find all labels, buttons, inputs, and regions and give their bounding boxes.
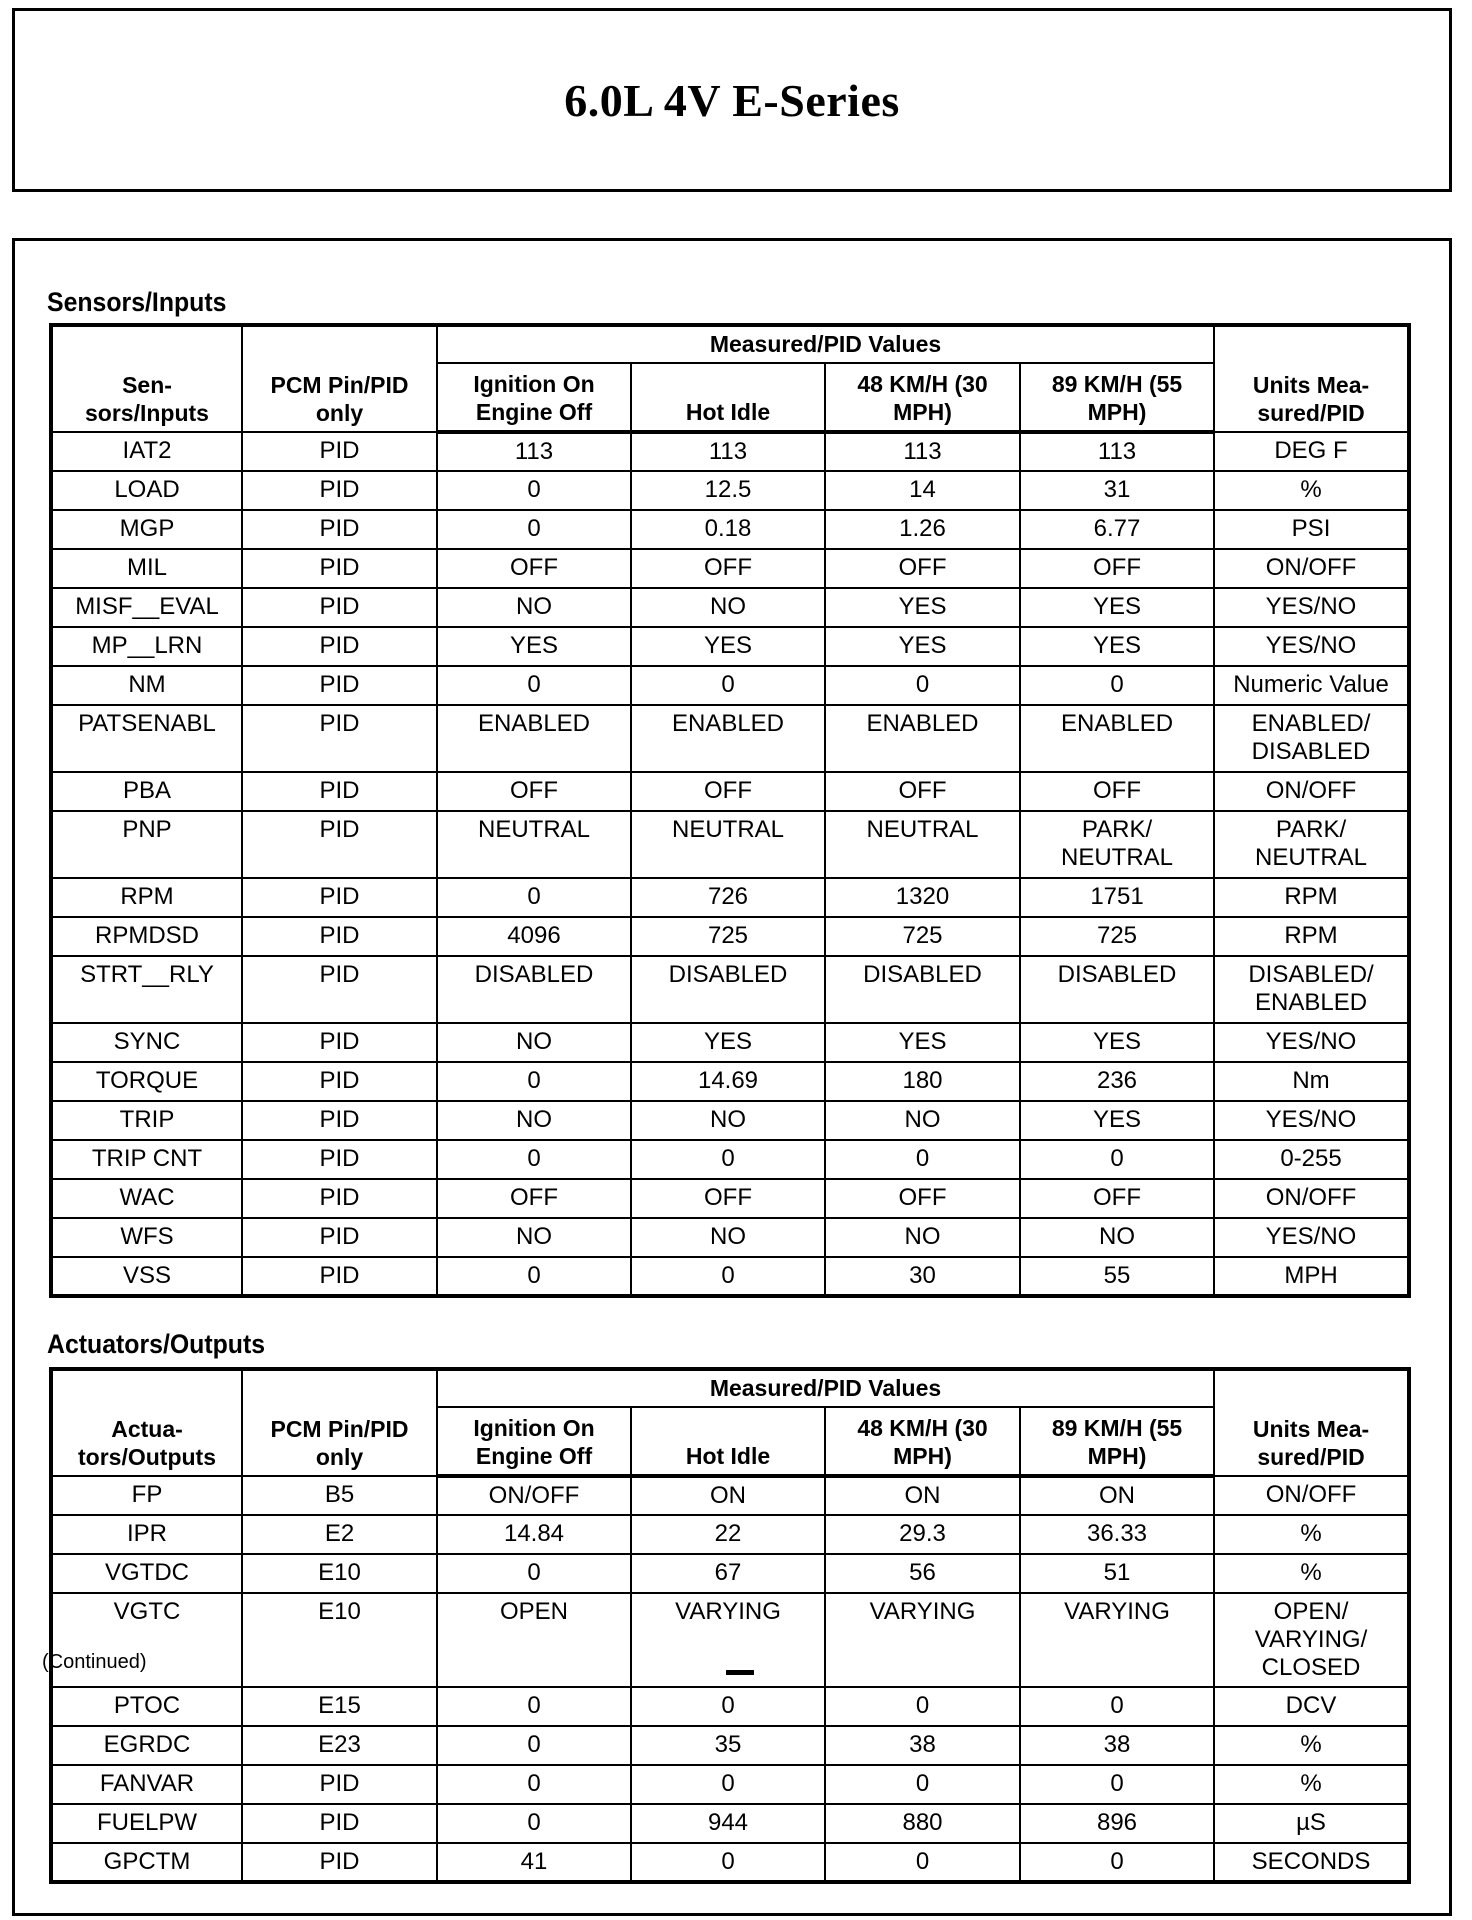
column-header: Units Mea- sured/PID [1214, 1369, 1409, 1476]
table-row [51, 878, 1409, 917]
table-cell: YES [1020, 627, 1214, 666]
table-row [51, 811, 1409, 878]
column-header: Ignition On Engine Off [437, 1407, 631, 1476]
table-cell: YES [825, 588, 1020, 627]
row-label: IPR [51, 1515, 242, 1554]
table-cell: 0 [825, 1843, 1020, 1882]
table-row [51, 1062, 1409, 1101]
row-label: FUELPW [51, 1804, 242, 1843]
table-row [51, 956, 1409, 1023]
row-label: MIL [51, 549, 242, 588]
table-cell: 0 [437, 1687, 631, 1726]
table-cell: PARK/ NEUTRAL [1214, 811, 1409, 878]
column-header: PCM Pin/PID only [242, 325, 437, 432]
table-cell: ENABLED [825, 705, 1020, 772]
table-cell: 51 [1020, 1554, 1214, 1593]
table-row [51, 1843, 1409, 1882]
table-cell: ON [631, 1476, 825, 1515]
table-cell: 236 [1020, 1062, 1214, 1101]
table-cell: DISABLED [437, 956, 631, 1023]
column-header: Sen- sors/Inputs [51, 325, 242, 432]
table-cell: 35 [631, 1726, 825, 1765]
table-cell: 29.3 [825, 1515, 1020, 1554]
group-header: Measured/PID Values [437, 1369, 1214, 1407]
table-cell: VARYING [1020, 1593, 1214, 1687]
row-label: VGTC [51, 1593, 242, 1687]
table-cell: 0 [1020, 666, 1214, 705]
table-cell: OFF [1020, 1179, 1214, 1218]
table-cell: YES [437, 627, 631, 666]
table-cell: PID [242, 627, 437, 666]
table-cell: OFF [825, 772, 1020, 811]
table-cell: OFF [437, 549, 631, 588]
column-header: Ignition On Engine Off [437, 363, 631, 432]
table-cell: PID [242, 917, 437, 956]
table-row [51, 1726, 1409, 1765]
row-label: IAT2 [51, 432, 242, 471]
column-header: Units Mea- sured/PID [1214, 325, 1409, 432]
continued-note: (Continued) [42, 1651, 147, 1673]
table-row [51, 1023, 1409, 1062]
table-cell: PID [242, 878, 437, 917]
table-cell: 113 [825, 432, 1020, 471]
table-cell: 0 [437, 1062, 631, 1101]
column-header: Hot Idle [631, 1407, 825, 1476]
table-cell: 0 [631, 666, 825, 705]
row-label: RPMDSD [51, 917, 242, 956]
table-cell: PID [242, 1023, 437, 1062]
table-cell: 113 [631, 432, 825, 471]
table-cell: DISABLED [1020, 956, 1214, 1023]
table-cell: 0-255 [1214, 1140, 1409, 1179]
actuators-heading: Actuators/Outputs [47, 1329, 266, 1359]
table-cell: 0 [631, 1257, 825, 1296]
column-header: Hot Idle [631, 363, 825, 432]
table-cell: ENABLED [631, 705, 825, 772]
table-cell: PID [242, 1843, 437, 1882]
row-label: PNP [51, 811, 242, 878]
table-cell: 0 [437, 1140, 631, 1179]
table-cell: PID [242, 666, 437, 705]
table-cell: VARYING [825, 1593, 1020, 1687]
table-cell: NO [631, 1101, 825, 1140]
table-cell: NEUTRAL [825, 811, 1020, 878]
table-cell: OFF [825, 549, 1020, 588]
row-label: EGRDC [51, 1726, 242, 1765]
row-label: LOAD [51, 471, 242, 510]
table-cell: PID [242, 1218, 437, 1257]
row-label: MISF__EVAL [51, 588, 242, 627]
table-cell: PID [242, 1179, 437, 1218]
table-cell: YES/NO [1214, 588, 1409, 627]
table-cell: PID [242, 471, 437, 510]
row-label: PATSENABL [51, 705, 242, 772]
table-cell: 14.84 [437, 1515, 631, 1554]
table-cell: PID [242, 705, 437, 772]
table-cell: ON [1020, 1476, 1214, 1515]
row-label: RPM [51, 878, 242, 917]
table-cell: PARK/ NEUTRAL [1020, 811, 1214, 878]
table-cell: E23 [242, 1726, 437, 1765]
table-cell: MPH [1214, 1257, 1409, 1296]
row-label: PTOC [51, 1687, 242, 1726]
table-cell: µS [1214, 1804, 1409, 1843]
table-cell: NO [1020, 1218, 1214, 1257]
table-cell: OFF [631, 549, 825, 588]
table-cell: B5 [242, 1476, 437, 1515]
content-frame [12, 238, 1452, 1916]
table-cell: OFF [437, 772, 631, 811]
table-cell: PID [242, 1062, 437, 1101]
table-cell: 725 [631, 917, 825, 956]
table-cell: 0 [1020, 1140, 1214, 1179]
header-row [51, 325, 1409, 363]
table-cell: OFF [437, 1179, 631, 1218]
table-row [51, 432, 1409, 471]
table-cell: OPEN [437, 1593, 631, 1687]
table-cell: E2 [242, 1515, 437, 1554]
table-row [51, 1765, 1409, 1804]
table-cell: DISABLED [631, 956, 825, 1023]
table-cell: Nm [1214, 1062, 1409, 1101]
table-cell: PID [242, 811, 437, 878]
table-cell: ENABLED [1020, 705, 1214, 772]
table-row [51, 1515, 1409, 1554]
table-cell: 0 [825, 1765, 1020, 1804]
table-cell: OPEN/ VARYING/ CLOSED [1214, 1593, 1409, 1687]
table-cell: NO [825, 1218, 1020, 1257]
table-cell: 0 [437, 1804, 631, 1843]
table-cell: 725 [1020, 917, 1214, 956]
table-cell: 4096 [437, 917, 631, 956]
sensors-heading: Sensors/Inputs [47, 287, 227, 317]
table-cell: 14.69 [631, 1062, 825, 1101]
table-cell: YES [631, 627, 825, 666]
table-cell: 0 [437, 878, 631, 917]
header-row [51, 1369, 1409, 1407]
table-cell: 0 [437, 471, 631, 510]
table-cell: YES/NO [1214, 1023, 1409, 1062]
table-cell: OFF [825, 1179, 1020, 1218]
table-cell: 725 [825, 917, 1020, 956]
table-cell: 36.33 [1020, 1515, 1214, 1554]
table-cell: NO [631, 1218, 825, 1257]
table-cell: NO [437, 1101, 631, 1140]
table-cell: 67 [631, 1554, 825, 1593]
table-cell: 22 [631, 1515, 825, 1554]
table-cell: YES [825, 1023, 1020, 1062]
table-cell: ON/OFF [1214, 772, 1409, 811]
page-title: 6.0L 4V E-Series [564, 74, 900, 126]
column-header: 89 KM/H (55 MPH) [1020, 1407, 1214, 1476]
table-cell: % [1214, 1515, 1409, 1554]
table-cell: 0 [437, 1726, 631, 1765]
table-row [51, 1257, 1409, 1296]
group-header: Measured/PID Values [437, 325, 1214, 363]
table-cell: 31 [1020, 471, 1214, 510]
table-cell: YES/NO [1214, 1218, 1409, 1257]
sensors-table [49, 323, 1411, 1298]
row-label: MGP [51, 510, 242, 549]
table-cell: DEG F [1214, 432, 1409, 471]
row-label: FP [51, 1476, 242, 1515]
table-cell: NEUTRAL [631, 811, 825, 878]
row-label: VGTDC [51, 1554, 242, 1593]
table-cell: 0 [1020, 1843, 1214, 1882]
table-cell: 0.18 [631, 510, 825, 549]
table-cell: 6.77 [1020, 510, 1214, 549]
table-cell: OFF [631, 772, 825, 811]
table-cell: 180 [825, 1062, 1020, 1101]
table-cell: YES [631, 1023, 825, 1062]
row-label: TORQUE [51, 1062, 242, 1101]
table-cell: 0 [437, 666, 631, 705]
table-cell: 14 [825, 471, 1020, 510]
table-cell: YES [1020, 588, 1214, 627]
table-cell: PID [242, 588, 437, 627]
table-cell: 55 [1020, 1257, 1214, 1296]
row-label: GPCTM [51, 1843, 242, 1882]
table-cell: NO [437, 1218, 631, 1257]
table-cell: YES [1020, 1101, 1214, 1140]
table-cell: ON/OFF [437, 1476, 631, 1515]
table-row [51, 1687, 1409, 1726]
table-row [51, 471, 1409, 510]
table-cell: 0 [631, 1687, 825, 1726]
table-cell: E15 [242, 1687, 437, 1726]
table-cell: 30 [825, 1257, 1020, 1296]
table-cell: 0 [437, 1554, 631, 1593]
table-row [51, 510, 1409, 549]
table-cell: 726 [631, 878, 825, 917]
column-header: 48 KM/H (30 MPH) [825, 1407, 1020, 1476]
table-cell: Numeric Value [1214, 666, 1409, 705]
table-cell: 0 [631, 1140, 825, 1179]
table-cell: 0 [437, 1257, 631, 1296]
table-cell: 0 [1020, 1765, 1214, 1804]
table-cell: NO [437, 588, 631, 627]
table-cell: ON/OFF [1214, 549, 1409, 588]
table-cell: YES/NO [1214, 1101, 1409, 1140]
table-cell: NO [825, 1101, 1020, 1140]
table-cell: % [1214, 1726, 1409, 1765]
table-cell: 41 [437, 1843, 631, 1882]
table-cell: RPM [1214, 878, 1409, 917]
table-cell: PID [242, 956, 437, 1023]
table-row [51, 705, 1409, 772]
row-label: SYNC [51, 1023, 242, 1062]
table-cell: DCV [1214, 1687, 1409, 1726]
table-cell: 0 [825, 1140, 1020, 1179]
table-cell: NO [631, 588, 825, 627]
table-cell: ON/OFF [1214, 1476, 1409, 1515]
table-row [51, 1179, 1409, 1218]
table-row [51, 588, 1409, 627]
table-cell: 38 [1020, 1726, 1214, 1765]
table-cell: E10 [242, 1593, 437, 1687]
table-row [51, 772, 1409, 811]
table-cell: 1320 [825, 878, 1020, 917]
table-cell: 12.5 [631, 471, 825, 510]
table-cell: YES [825, 627, 1020, 666]
table-row [51, 1476, 1409, 1515]
table-cell: 113 [1020, 432, 1214, 471]
table-cell: ON/OFF [1214, 1179, 1409, 1218]
table-cell: 880 [825, 1804, 1020, 1843]
table-cell: OFF [631, 1179, 825, 1218]
table-cell: 56 [825, 1554, 1020, 1593]
row-label: FANVAR [51, 1765, 242, 1804]
table-row [51, 1140, 1409, 1179]
table-cell: 0 [825, 666, 1020, 705]
table-cell: PID [242, 772, 437, 811]
row-label: TRIP [51, 1101, 242, 1140]
table-cell: RPM [1214, 917, 1409, 956]
table-cell: E10 [242, 1554, 437, 1593]
column-header: PCM Pin/PID only [242, 1369, 437, 1476]
table-cell: 0 [631, 1843, 825, 1882]
row-label: VSS [51, 1257, 242, 1296]
table-cell: OFF [1020, 772, 1214, 811]
table-cell: NEUTRAL [437, 811, 631, 878]
table-cell: 0 [1020, 1687, 1214, 1726]
title-box [12, 8, 1452, 192]
table-cell: PID [242, 1804, 437, 1843]
row-label: WFS [51, 1218, 242, 1257]
table-row [51, 627, 1409, 666]
table-cell: DISABLED [825, 956, 1020, 1023]
table-cell: OFF [1020, 549, 1214, 588]
table-cell: YES [1020, 1023, 1214, 1062]
table-cell: % [1214, 1554, 1409, 1593]
table-cell: 1.26 [825, 510, 1020, 549]
row-label: MP__LRN [51, 627, 242, 666]
table-cell: ENABLED/ DISABLED [1214, 705, 1409, 772]
table-row [51, 549, 1409, 588]
table-cell: YES/NO [1214, 627, 1409, 666]
table-cell: ENABLED [437, 705, 631, 772]
table-row [51, 666, 1409, 705]
table-cell: 944 [631, 1804, 825, 1843]
table-cell: 0 [437, 1765, 631, 1804]
table-cell: NO [437, 1023, 631, 1062]
table-cell: DISABLED/ ENABLED [1214, 956, 1409, 1023]
table-cell: 38 [825, 1726, 1020, 1765]
row-label: WAC [51, 1179, 242, 1218]
column-header: Actua- tors/Outputs [51, 1369, 242, 1476]
table-cell: 0 [631, 1765, 825, 1804]
table-cell: PID [242, 549, 437, 588]
table-cell: PID [242, 510, 437, 549]
table-cell: PID [242, 1140, 437, 1179]
table-cell: 113 [437, 432, 631, 471]
table-row [51, 1218, 1409, 1257]
table-cell: % [1214, 1765, 1409, 1804]
table-row [51, 917, 1409, 956]
table-row [51, 1554, 1409, 1593]
table-cell: 1751 [1020, 878, 1214, 917]
table-cell: PSI [1214, 510, 1409, 549]
table-cell: SECONDS [1214, 1843, 1409, 1882]
table-cell: % [1214, 471, 1409, 510]
table-cell: VARYING [631, 1593, 825, 1687]
row-label: PBA [51, 772, 242, 811]
table-row [51, 1101, 1409, 1140]
table-cell: 0 [825, 1687, 1020, 1726]
row-label: NM [51, 666, 242, 705]
table-cell: 0 [437, 510, 631, 549]
table-cell: PID [242, 1765, 437, 1804]
table-cell: PID [242, 1101, 437, 1140]
table-row [51, 1804, 1409, 1843]
table-cell: ON [825, 1476, 1020, 1515]
column-header: 48 KM/H (30 MPH) [825, 363, 1020, 432]
table-cell: PID [242, 432, 437, 471]
table-cell: 896 [1020, 1804, 1214, 1843]
column-header: 89 KM/H (55 MPH) [1020, 363, 1214, 432]
table-cell: PID [242, 1257, 437, 1296]
row-label: STRT__RLY [51, 956, 242, 1023]
actuators-table [49, 1367, 1411, 1884]
page-marker [726, 1670, 754, 1675]
row-label: TRIP CNT [51, 1140, 242, 1179]
